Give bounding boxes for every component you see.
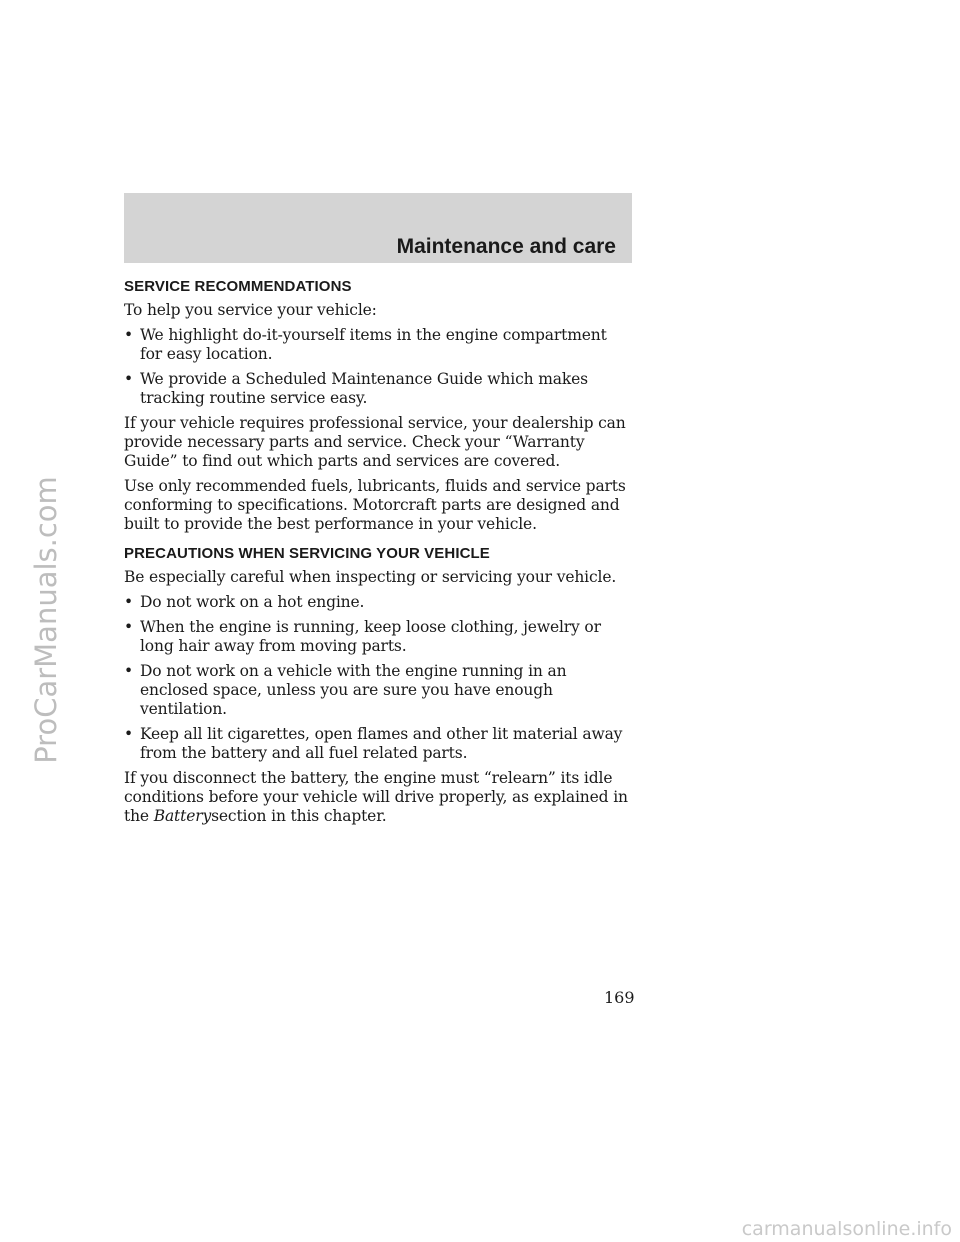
page-number: 169	[604, 988, 635, 1007]
list-item-text: Do not work on a vehicle with the engine running in an enclosed space, unless you are sure you have enough ventilation.	[140, 662, 567, 718]
service-paragraph-dealership: If your vehicle requires professional service, your dealership can provide necessary parts and service. Check your “Warranty Guide” to find out which parts and services are covered.	[124, 414, 626, 470]
bullet-icon: •	[124, 725, 133, 743]
list-item-text: When the engine is running, keep loose clothing, jewelry or long hair away from moving parts.	[140, 618, 601, 655]
list-item	[124, 370, 632, 408]
bullet-icon: •	[124, 662, 133, 680]
bullet-icon: •	[124, 370, 133, 388]
heading-precautions: PRECAUTIONS WHEN SERVICING YOUR VEHICLE	[124, 545, 490, 562]
list-item-text: Do not work on a hot engine.	[140, 593, 365, 611]
bullet-icon: •	[124, 618, 133, 636]
list-item-text: We highlight do-it-yourself items in the engine compartment for easy location.	[140, 326, 607, 363]
service-paragraph-parts: Use only recommended fuels, lubricants, fluids and service parts conforming to specifications. Motorcraft parts are designed and built to provide the best performance in your vehicle.	[124, 477, 626, 533]
section-header-band	[124, 193, 632, 263]
heading-service-recommendations: SERVICE RECOMMENDATIONS	[124, 278, 352, 295]
list-item	[124, 326, 632, 364]
list-item-text: Keep all lit cigarettes, open flames and other lit material away from the battery and all fuel related parts.	[140, 725, 623, 762]
bullet-icon: •	[124, 326, 133, 344]
list-item	[124, 725, 632, 763]
service-intro: To help you service your vehicle:	[124, 301, 377, 319]
list-item	[124, 618, 632, 656]
precautions-intro: Be especially careful when inspecting or servicing your vehicle.	[124, 568, 617, 586]
battery-paragraph-text: If you disconnect the battery, the engine must “relearn” its idle conditions before your vehicle will drive properly, as explained in the	[124, 769, 628, 825]
bullet-icon: •	[124, 593, 133, 611]
battery-section-reference: Battery	[153, 807, 212, 825]
service-bullet-list	[124, 326, 632, 408]
page-content	[124, 277, 632, 832]
precautions-bullet-list	[124, 593, 632, 763]
list-item-text: We provide a Scheduled Maintenance Guide which makes tracking routine service easy.	[140, 370, 588, 407]
footer-watermark: carmanualsonline.info	[741, 1218, 952, 1240]
side-watermark: ProCarManuals.com	[29, 476, 63, 764]
section-header-title: Maintenance and care	[396, 235, 616, 258]
battery-paragraph	[124, 769, 632, 826]
list-item	[124, 662, 632, 719]
list-item	[124, 593, 632, 612]
battery-paragraph-end: section in this chapter.	[211, 807, 387, 825]
